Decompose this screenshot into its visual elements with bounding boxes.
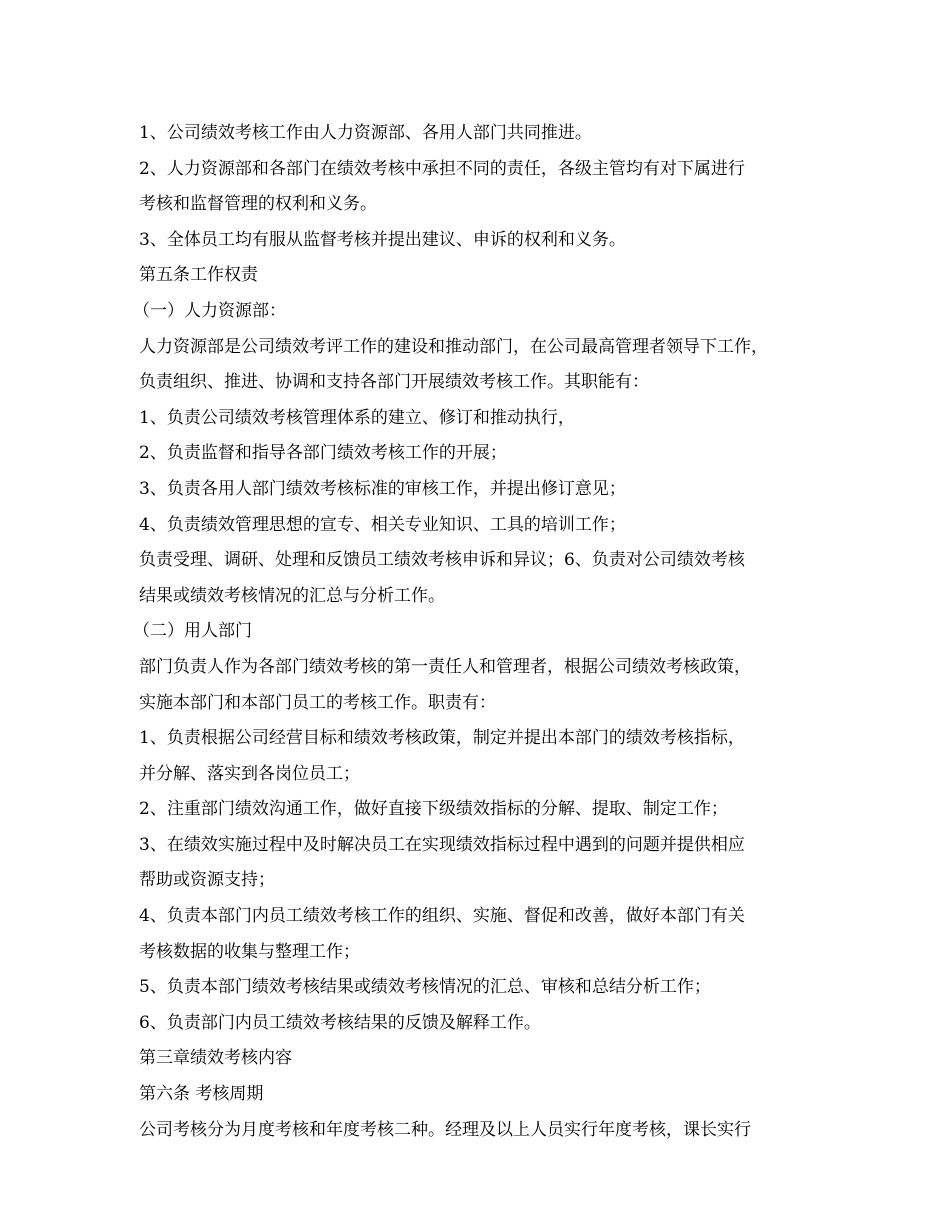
section-heading: 第五条工作权责 — [139, 265, 258, 286]
text-line: 1、负责公司绩效考核管理体系的建立、修订和推动执行， — [139, 407, 575, 428]
subsection-heading: （二）用人部门 — [133, 621, 252, 642]
document-body — [133, 116, 839, 1148]
text-line: 4、负责本部门内员工绩效考核工作的组织、实施、督促和改善，做好本部门有关 — [139, 906, 745, 927]
text-line: 2、注重部门绩效沟通工作，做好直接下级绩效指标的分解、提取、制定工作； — [139, 799, 728, 820]
text-line: 考核数据的收集与整理工作； — [139, 941, 360, 962]
chapter-heading: 第三章绩效考核内容 — [139, 1048, 292, 1069]
text-line: 部门负责人作为各部门绩效考核的第一责任人和管理者，根据公司绩效考核政策， — [139, 656, 751, 677]
text-line: 2、人力资源部和各部门在绩效考核中承担不同的责任，各级主管均有对下属进行 — [139, 158, 745, 179]
text-line: 1、公司绩效考核工作由人力资源部、各用人部门共同推进。 — [139, 123, 592, 143]
text-line: 3、全体员工均有服从监督考核并提出建议、申诉的权利和义务。 — [139, 229, 626, 250]
text-line: 3、在绩效实施过程中及时解决员工在实现绩效指标过程中遇到的问题并提供相应 — [139, 834, 745, 855]
subsection-heading: （一）人力资源部： — [133, 300, 286, 321]
section-heading: 第六条 考核周期 — [139, 1084, 264, 1105]
text-line: 负责组织、推进、协调和支持各部门开展绩效考核工作。其职能有： — [139, 372, 649, 393]
text-line: 3、负责各用人部门绩效考核标准的审核工作，并提出修订意见； — [139, 478, 626, 499]
text-line: 负责受理、调研、处理和反馈员工绩效考核申诉和异议；6、负责对公司绩效考核 — [139, 550, 745, 571]
text-line: 人力资源部是公司绩效考评工作的建设和推动部门，在公司最高管理者领导下工作， — [139, 336, 768, 357]
text-line: 并分解、落实到各岗位员工； — [139, 763, 360, 784]
text-line: 公司考核分为月度考核和年度考核二种。经理及以上人员实行年度考核，课长实行 — [139, 1119, 751, 1140]
text-line: 4、负责绩效管理思想的宣专、相关专业知识、工具的培训工作； — [139, 514, 626, 535]
text-line: 5、负责本部门绩效考核结果或绩效考核情况的汇总、审核和总结分析工作； — [139, 977, 711, 998]
text-line: 6、负责部门内员工绩效考核结果的反馈及解释工作。 — [139, 1012, 541, 1033]
text-line: 结果或绩效考核情况的汇总与分析工作。 — [139, 585, 445, 606]
text-line: 2、负责监督和指导各部门绩效考核工作的开展； — [139, 443, 507, 464]
text-line: 实施本部门和本部门员工的考核工作。职责有： — [139, 692, 496, 713]
text-line: 帮助或资源支持； — [139, 870, 275, 891]
text-line: 考核和监督管理的权利和义务。 — [139, 194, 377, 215]
text-line: 1、负责根据公司经营目标和绩效考核政策，制定并提出本部门的绩效考核指标， — [139, 728, 745, 749]
